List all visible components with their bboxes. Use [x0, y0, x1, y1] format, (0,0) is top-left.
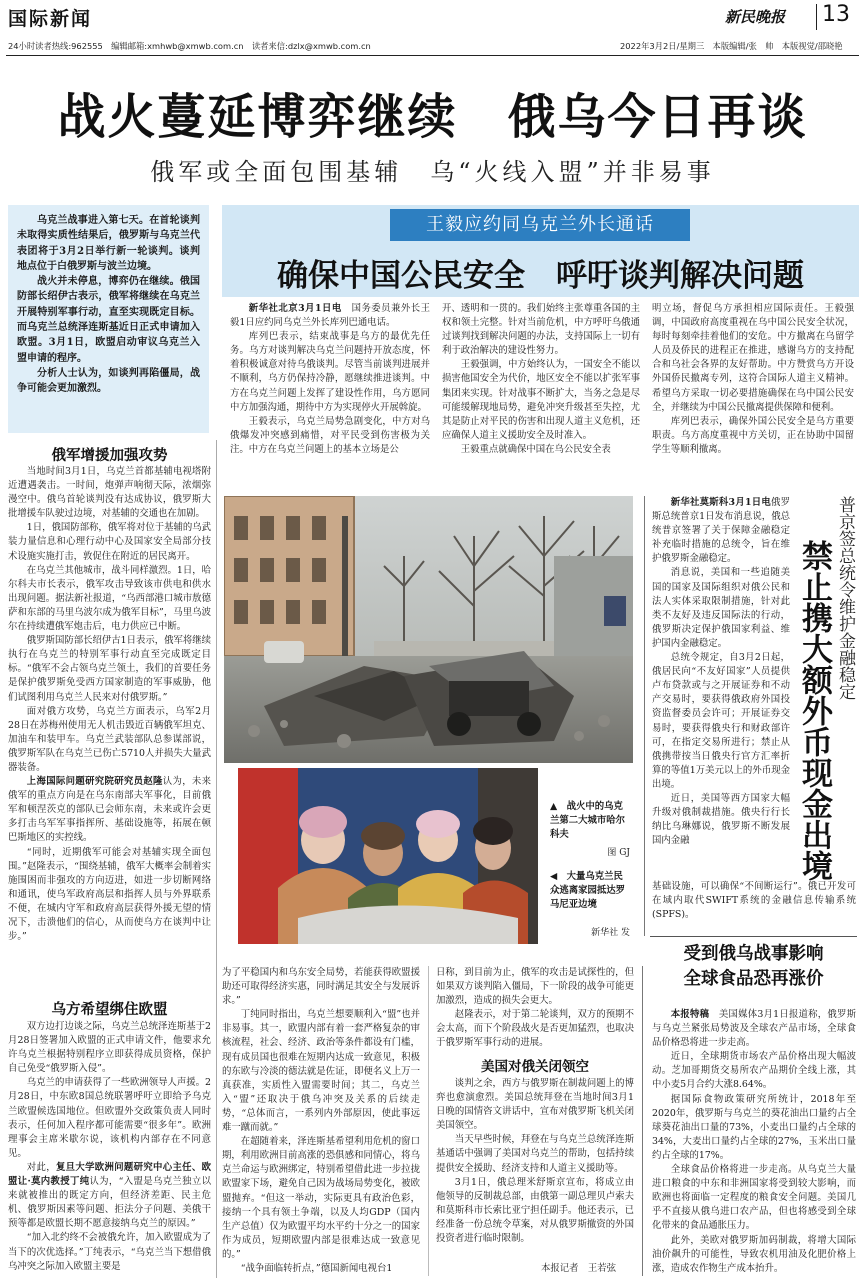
- left-para: 乌克兰的申请获得了一些欧洲领导人声援。2月28日，中东欧8国总统联署呼吁立即给予乌克兰欧盟候选国地位。但欧盟外交政策负责人同时表示，任何加入程序都可能需要“很多年”。欧洲理事会主席米歇尔说，该机构内部存在不同意见。: [8, 1077, 211, 1159]
- section-title-airspace: 美国对俄关闭领空: [481, 1059, 589, 1075]
- wangyi-col-2: [442, 302, 640, 474]
- left-para: 认为，未来俄军的重点方向是在乌东南部夫军事化，目前俄军和顿涅茨克的部队已会师东南，未来或许会更多打击乌军军事指挥所、基础设施等，拓展在顿巴斯地区的实控线。: [8, 776, 211, 844]
- wangyi-para: 开、透明和一贯的。我们始终主张尊重各国的主权和领土完整。针对当前危机，中方呼吁乌俄通过谈判找到解决问题的办法，支持国际上一切有利于政治解决的建设性努力。: [442, 303, 640, 357]
- left-para: 对此，: [26, 1161, 56, 1173]
- wangyi-para: 王毅重点就确保中国在乌公民安全表: [460, 443, 611, 455]
- caption-refugees-text: ◀ 大量乌克兰民众逃离家园抵达罗马尼亚边境: [550, 871, 626, 910]
- expert-name-2: 复旦大学欧洲问题研究中心主任、欧盟让·莫内教授丁纯: [8, 1161, 211, 1188]
- left-para: 面对俄方攻势，乌克兰方面表示，乌军2月28日在苏梅州使用无人机击毁近百辆俄军坦克、加油车和装甲车。乌克兰武装部队总参谋部说，俄罗斯军队在乌克兰已伤亡5710人并损失大量武器装备。: [8, 705, 211, 773]
- putin-col-narrow: [652, 496, 790, 880]
- left-para: 俄罗斯国防部长绍伊古1日表示，俄军将继续执行在乌克兰的特别军事行动直至完成既定目标。“俄军不会占领乌克兰领土，我们的首要任务是保护俄罗斯免受西方国家制造的军事威胁，他们试图利用乌克兰人民来对付俄罗斯。”: [8, 635, 211, 703]
- right-column-divider: [644, 496, 645, 936]
- summary-p2: 战火并未停息，博弈仍在继续。俄国防部长绍伊古表示，俄军将继续在乌克兰开展特别军事行动，直至实现既定目标。而乌克兰总统泽连斯基近日正式申请加入欧盟。3月1日，欧盟启动审议乌克兰入盟申请的程序。: [17, 276, 200, 364]
- left-para: 认为，“入盟是乌克兰独立以来就被推出的既定方向，但经济差距、民主危机、俄罗斯因素等问题、拒法分子问题、美俄干预等都是欧盟长期不愿意接纳乌克兰的原因。”: [8, 1176, 211, 1230]
- expert-name: 上海国际问题研究院研究员赵隆: [26, 776, 163, 788]
- street-scene-illustration: [224, 496, 633, 763]
- food-lead: 本报特稿: [670, 1009, 710, 1020]
- main-headline: 战火蔓延博弈继续 俄乌今日再谈: [57, 89, 808, 145]
- center-para: 赵隆表示，对于第二轮谈判，双方的预期不会太高，而下个阶段战火是否更加猛烈，也取决于俄罗斯军事行动的进展。: [436, 1009, 634, 1049]
- wangyi-para: 库列巴表示，结束战事是乌方的最优先任务。乌方对谈判解决乌克兰问题持开放态度，怀着积极诚意对待乌俄谈判。尽管当前谈判进展并不顺利，乌方仍保持冷静，愿继续推进谈判。中方在乌克兰问题上发挥了建设性作用，乌方愿同中方加强沟通，期待中方为实现停火开展斡旋。: [230, 331, 430, 413]
- left-para: 1日，俄国防部称，俄军将对位于基辅的乌武装力量信息和心理行动中心及国家安全局部分技术设施实施打击，敦促住在附近的居民离开。: [8, 522, 211, 562]
- refugees-illustration: [238, 768, 540, 946]
- center-byline: 本报记者 王若弦: [540, 1263, 616, 1274]
- putin-para: 总统令规定，自3月2日起，俄居民向“不友好国家”人员提供卢布贷款或与之开展证券和不动产交易时，要获得俄政府外国投资监督委员会许可；开展证券交易时，要获得俄央行和财政部许可，在指定交易所进行；禁止从俄携带按当日俄央行官方汇率折算的等值1万美元以上的外币现金出境。: [652, 652, 790, 790]
- page-number: 13: [822, 2, 850, 27]
- center-para: 丁纯同时指出，乌克兰想要顺利入“盟”也并非易事。其一，欧盟内部有着一套严格复杂的审核流程，社会、经济、政治等条件都设有门槛，现有成员国也很难在短期内达成一致意见，积极的东欧与冷淡的德法就是佐证，即便名义上万一真获准，实质性入盟需要时间；其二，乌克兰入“盟”还取决于俄乌冲突及关系的后续走势，“总体而言，一系列内外部原因，使此事远难一蹴而就。”: [222, 1009, 420, 1134]
- summary-p1: 乌克兰战事进入第七天。在首轮谈判未取得实质性结果后，俄罗斯与乌克兰代表团将于3月2日举行新一轮谈判。谈判地点位于白俄罗斯与波兰边境。: [17, 215, 200, 272]
- putin-vertical-headline: 禁止携大额外币现金出境: [796, 540, 832, 881]
- left-para: 双方边打边谈之际，乌克兰总统泽连斯基于2月28日签署加入欧盟的正式申请文件，他要求允许乌克兰根据特别程序立即获得成员资格，保护自己免受“俄罗斯入侵”。: [8, 1021, 211, 1075]
- left-para: 在乌克兰其他城市，战斗同样激烈。1日，哈尔科夫市长表示，俄军攻击导致该市供电和供水出现问题。据法新社报道，“乌西部港口城市敖德萨和东部的马里乌波尔成为俄军目标”，马里乌波尔在持续遭俄军炮击后，电力供应已中断。: [8, 564, 211, 633]
- putin-para: 近日，美国等西方国家大幅升级对俄制裁措施。俄央行行长纳比乌琳娜说，俄罗斯不断发展国内金融: [652, 792, 790, 847]
- food-top-rule: [650, 936, 857, 937]
- wangyi-para: 王毅表示，乌克兰局势急剧变化，中方对乌俄爆发冲突感到痛惜，对平民受到伤害极为关注。中方在乌克兰问题上的基本立场是公: [230, 415, 430, 455]
- paper-logo: 新民晚报: [725, 8, 786, 26]
- left-article-part2: [8, 1020, 211, 1278]
- photo-refugees: [236, 766, 540, 946]
- hotline-line: 24小时读者热线:962555 编辑邮箱:xmhwb@xmwb.com.cn 读者来信:dzlx@xmwb.com.cn: [8, 41, 371, 51]
- section-title-eu: 乌方希望绑住欧盟: [51, 1002, 168, 1018]
- caption-refugees: [550, 870, 630, 912]
- center-para: “战争面临转折点，”德国新闻电视台1: [240, 1262, 393, 1274]
- left-para: “同时，近期俄军可能会对基辅实现全面包围。”赵隆表示，“围绕基辅，俄军大概率会制着实施围困而非强攻的方向迈进，如进一步切断网络和通讯，使乌军政府高层和指挥人员与外界联系不便，在城内守军和政府高层获得外援无望的情况下，击溃他们的信心，从而使乌方在谈判中让步。”: [8, 846, 211, 943]
- wangyi-para: 王毅强调，中方始终认为，一国安全不能以损害他国安全为代价，地区安全不能以扩张军事集团来实现。针对战事不断扩大，当务之急是尽可能缓解现地局势，避免冲突升级甚至失控，尤其是防止对平民的伤害和出现人道主义危机，还应确保人道主义援助安全及时准入。: [442, 359, 640, 441]
- center-para: 3月1日，俄总理米舒斯京宣布，将成立由他领导的反制裁总部，由俄第一副总理贝卢索夫和莫斯科市长索比亚宁担任副手。他还表示，已经准备一份总统令草案，对从俄罗斯撤资的外国投资者进行临时限制。: [436, 1176, 634, 1245]
- masthead-divider: [816, 4, 817, 30]
- center-para: 日称，到目前为止，俄军的攻击是试探性的，但如果双方谈判陷入僵局，下一阶段的战争可能更加激烈，造成的损失会更大。: [436, 967, 634, 1007]
- section-title: 国际新闻: [8, 8, 93, 30]
- caption-refugees-credit: 新华社 发: [591, 928, 630, 938]
- food-para: 全球食品价格将进一步走高。从乌克兰大量进口粮食的中东和非洲国家将受到较大影响，而欧洲也将面临一定程度的粮食安全问题。美国几乎不直接从俄乌进口农产品，但也将感受到全球化带来的食品通胀压力。: [652, 1164, 856, 1232]
- food-para: 美国媒体3月1日报道称，俄罗斯与乌克兰紧张局势波及全球农产品市场，全球食品价格恐将进一步走高。: [652, 1009, 856, 1049]
- center-col-2a: [436, 966, 634, 1054]
- food-article: [652, 1008, 856, 1274]
- summary-box: [8, 205, 209, 433]
- left-article-part1: [8, 465, 211, 985]
- masthead-rule: [6, 55, 859, 56]
- food-headline: 受到俄乌战事影响 全球食品恐再涨价: [683, 944, 824, 989]
- wangyi-col-3: [652, 302, 854, 474]
- wangyi-para: 明立场，督促乌方承担相应国际责任。王毅强调，中国政府高度重视在乌中国公民安全状况，每时每刻牵挂着他们的安危。中方撤离在乌留学人员及侨民的进程正在推进，感谢乌方的支持配合和乌社会各界的友好帮助。中方赞赏乌方开设外国侨民撤离专列，这符合国际人道主义精神。希望乌方采取一切必要措施确保在乌中国公民安全，并继续为中国公民撤离提供保障和便利。: [652, 303, 854, 413]
- center-para: 当天早些时候，拜登在与乌克兰总统泽连斯基通话中强调了美国对乌克兰的帮助，包括持续提供安全援助、经济支持和人道主义援助等。: [436, 1134, 634, 1174]
- left-column-divider: [216, 440, 217, 1278]
- center-para: 为了平稳国内和乌东安全局势，若能获得欧盟援助还可取得经济实惠，同时满足其安全与发展诉求。”: [222, 967, 420, 1007]
- food-para: 据国际食物政策研究所统计，2018年至2020年，俄罗斯与乌克兰的葵花油出口量约占全球葵花油出口量的73%，小麦出口量约占全球的34%，大麦出口量约占全球的27%，玉米出口量约占全球的17%。: [652, 1093, 856, 1161]
- dateline: 新华社北京3月1日电: [248, 303, 342, 314]
- center-col-2b: [436, 1077, 634, 1265]
- putin-dateline: 新华社莫斯科3月1日电: [670, 497, 771, 508]
- center-right-divider: [642, 966, 643, 1276]
- putin-col-wide: [652, 880, 856, 928]
- wangyi-headline: 确保中国公民安全 呼吁谈判解决问题: [277, 258, 804, 294]
- putin-vertical-sub: 普京签总统令维护金融稳定: [835, 496, 855, 700]
- food-para: 近日，全球期货市场农产品价格出现大幅波动。芝加哥期货交易所农产品期价全线上涨，其中小麦5月合约大涨8.64%。: [652, 1051, 856, 1091]
- section-title-military: 俄军增援加强攻势: [51, 448, 168, 464]
- wangyi-para: 国务委员兼外长王毅1日应约同乌克兰外长库列巴通电话。: [230, 303, 430, 329]
- putin-para: 消息说，美国和一些追随美国的国家及国际组织对俄公民和法人实体采取限制措施，针对此类不友好及违反国际法的行动，俄罗斯决定保护俄国家利益、维护国内金融稳定。: [652, 567, 790, 649]
- date-editor-line: 2022年3月2日/星期三 本版编辑/张 帅 本版视觉/邵晓艳: [620, 41, 843, 51]
- photo-kharkiv: [224, 496, 633, 763]
- caption-kharkiv-credit: 图 GJ: [607, 848, 630, 858]
- center-para: 在超随着来，泽连斯基希望利用危机的窗口期，利用欧洲目前高涨的恐俱感和同情心，将乌克兰命运与欧洲绑定，特别希望借此进一步拉拢欧盟家下场，避免自己因为战场局势变化，被欧盟抛弃。“但这一举动，实际更具有政治色彩，接纳一个具有领土争端，以及人均GDP（国内生产总值）仅为欧盟平均水平约十分之一的国家作为成员，短期欧盟内部是很难达成一致意见的。”: [222, 1136, 420, 1260]
- summary-p3: 分析人士认为，如谈判再陷僵局，战争可能会更加激烈。: [17, 367, 200, 395]
- left-para: “加入北约终不会被俄允许，加入欧盟成为了当下的次优选择。”丁纯表示，“乌克兰当下想借俄乌冲突之际加入欧盟主要是: [8, 1232, 211, 1272]
- putin-para: 基础设施，可以确保“不间断运行”。俄已开发可在域内取代SWIFT系统的金融信息传输系统(SPFS)。: [652, 881, 856, 921]
- sub-headline: 俄军或全面包围基辅 乌“火线入盟”并非易事: [150, 158, 715, 186]
- food-para: 此外，美欧对俄罗斯加码制裁，将增大国际油价飙升的可能性，导致农机用油及化肥价格上涨，造成农作物生产成本抬升。: [652, 1234, 856, 1274]
- left-para: 当地时间3月1日，乌克兰首都基辅电视塔附近遭遇袭击。一时间，炮弹声响彻天际，浓烟弥漫空中。俄乌首轮谈判没有达成协议，俄罗斯大批增援车队驶过边境，对基辅的交通也在加剧。: [8, 466, 211, 520]
- center-column-divider: [428, 966, 429, 1276]
- putin-para: 俄罗斯总统普京1日发布消息说，俄总统普京签署了关于保障金融稳定补充临时措施的总统令，旨在维护俄罗斯金融稳定。: [652, 497, 790, 565]
- center-col-1: [222, 966, 420, 1278]
- caption-kharkiv-text: ▲ 战火中的乌克兰第二大城市哈尔科夫: [550, 801, 626, 840]
- wangyi-col-1: [230, 302, 430, 474]
- center-para: 谈判之余，西方与俄罗斯在制裁问题上的博弈也愈演愈烈。美国总统拜登在当地时间3月1日晚的国情咨文讲话中，宣布对俄罗斯飞机关闭美国领空。: [436, 1078, 634, 1132]
- caption-kharkiv: [550, 800, 630, 842]
- wangyi-banner-label: 王毅应约同乌克兰外长通话: [390, 209, 690, 241]
- wangyi-para: 库列巴表示，确保外国公民安全是乌方重要职责。乌方高度重视中方关切，正在协助中国留学生等顺利撤离。: [652, 415, 854, 455]
